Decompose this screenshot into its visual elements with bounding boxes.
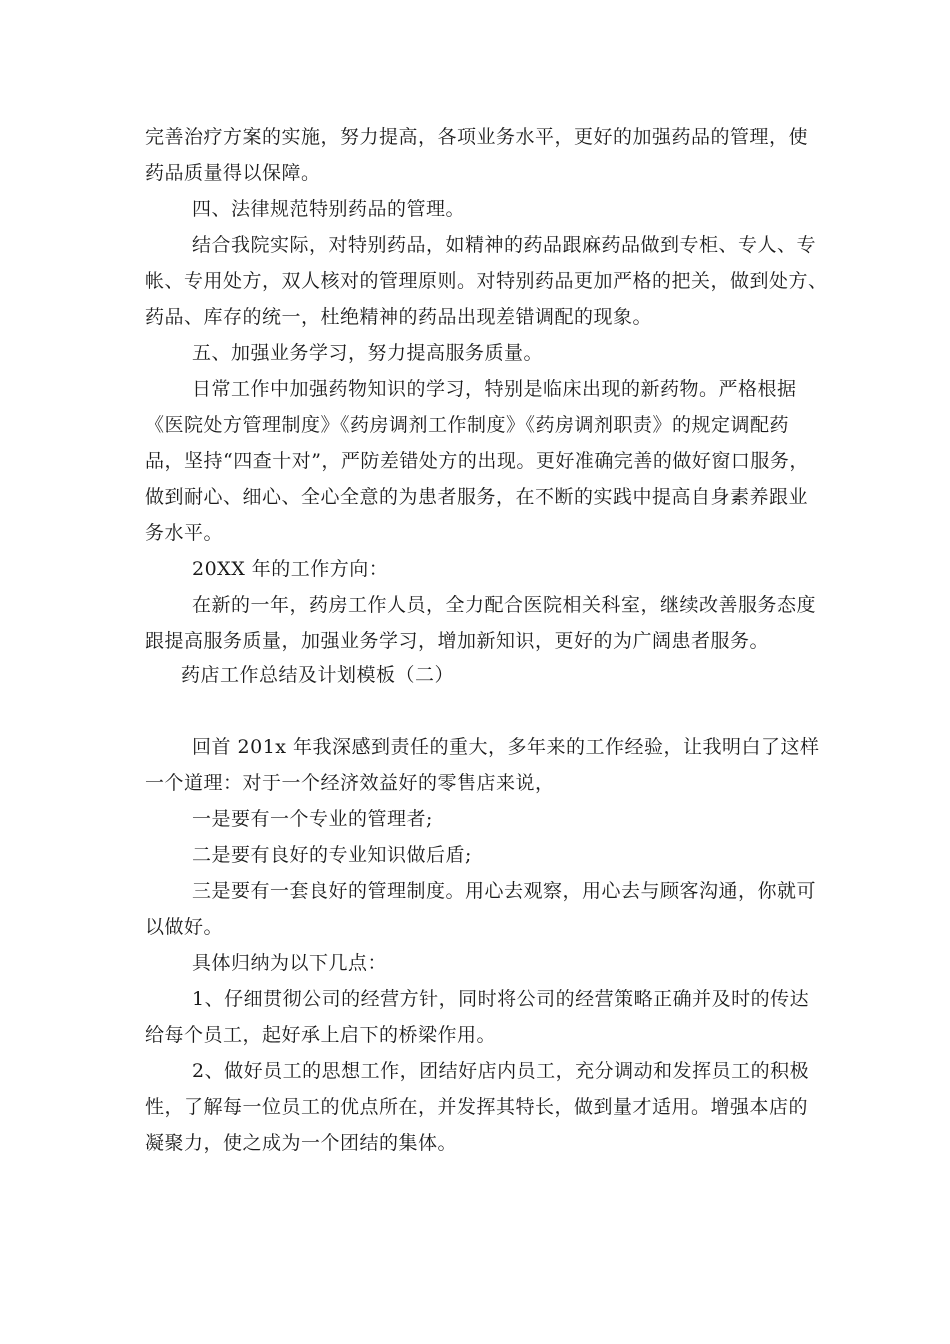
text-line: 性，了解每一位员工的优点所在，并发挥其特长，做到量才适用。增强本店的 (145, 1096, 809, 1118)
text-line: 务水平。 (145, 522, 224, 544)
document-title: 药店工作总结及计划模板（二） (181, 664, 455, 686)
text-line: 2、做好员工的思想工作，团结好店内员工，充分调动和发挥员工的积极 (192, 1060, 810, 1082)
section-heading: 20XX 年的工作方向： (192, 558, 389, 580)
text-line: 给每个员工，起好承上启下的桥梁作用。 (145, 1024, 497, 1046)
text-line: 具体归纳为以下几点： (192, 952, 388, 974)
text-line: 回首 201x 年我深感到责任的重大，多年来的工作经验，让我明白了这样 (192, 736, 820, 758)
text-line: 药品、库存的统一，杜绝精神的药品出现差错调配的现象。 (145, 306, 653, 328)
text-line: 药品质量得以保障。 (145, 162, 321, 184)
text-line: 以做好。 (145, 916, 224, 938)
text-line: 结合我院实际，对特别药品，如精神的药品跟麻药品做到专柜、专人、专 (192, 234, 817, 256)
text-line: 二是要有良好的专业知识做后盾; (192, 844, 472, 866)
text-line: 三是要有一套良好的管理制度。用心去观察，用心去与顾客沟通，你就可 (192, 880, 817, 902)
section-heading: 五、加强业务学习，努力提高服务质量。 (192, 342, 544, 364)
text-line: 1、仔细贯彻公司的经营方针，同时将公司的经营策略正确并及时的传达 (192, 988, 810, 1010)
text-line: 《医院处方管理制度》《药房调剂工作制度》《药房调剂职责》的规定调配药 (145, 414, 790, 436)
text-line: 完善治疗方案的实施，努力提高，各项业务水平，更好的加强药品的管理，使 (145, 126, 809, 148)
text-line: 品，坚持“四查十对”，严防差错处方的出现。更好准确完善的做好窗口服务， (145, 450, 809, 472)
text-line: 跟提高服务质量，加强业务学习，增加新知识，更好的为广阔患者服务。 (145, 630, 770, 652)
text-line: 做到耐心、细心、全心全意的为患者服务，在不断的实践中提高自身素养跟业 (145, 486, 809, 508)
section-heading: 四、法律规范特别药品的管理。 (192, 198, 466, 220)
text-line: 日常工作中加强药物知识的学习，特别是临床出现的新药物。严格根据 (192, 378, 797, 400)
text-line: 凝聚力，使之成为一个团结的集体。 (145, 1132, 458, 1154)
text-line: 一是要有一个专业的管理者; (192, 808, 433, 830)
text-line: 在新的一年，药房工作人员，全力配合医院相关科室，继续改善服务态度 (192, 594, 817, 616)
text-line: 一个道理：对于一个经济效益好的零售店来说， (145, 772, 555, 794)
text-line: 帐、专用处方，双人核对的管理原则。对特别药品更加严格的把关，做到处方、 (145, 270, 828, 292)
